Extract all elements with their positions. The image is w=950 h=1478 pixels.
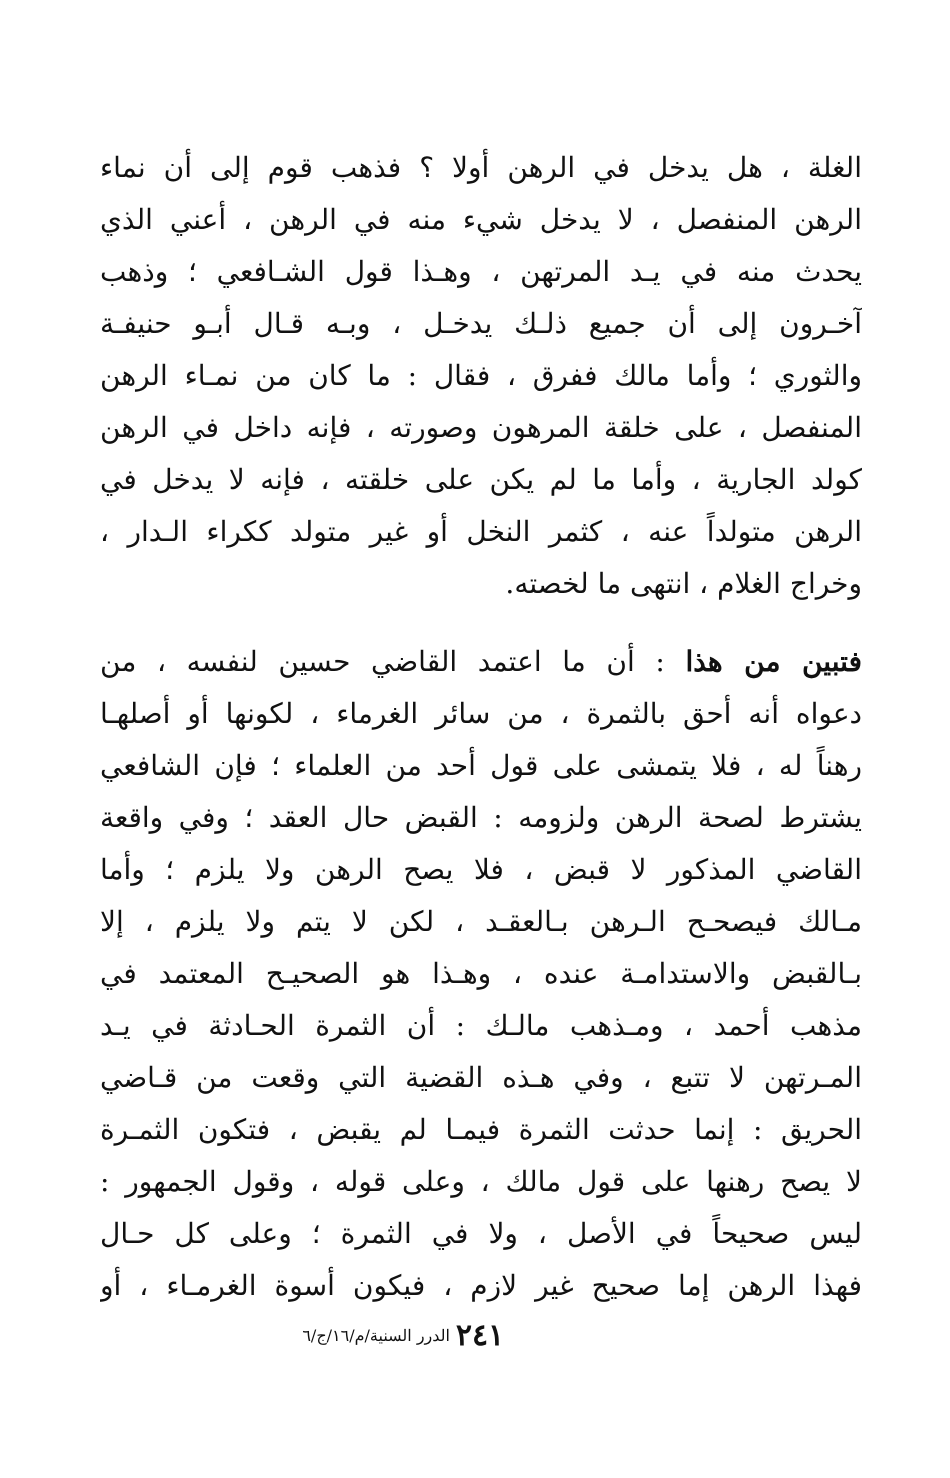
text-line: القاضي المذكور لا قبض ، فلا يصح الرهن ولا يلزم ؛ وأما [100, 853, 862, 886]
text-line: فهذا الرهن إما صحيح غير لازم ، فيكون أسوة الغرمـاء ، أو [100, 1269, 862, 1302]
text-line: مذهب أحمد ، ومـذهب مالـك : أن الثمرة الحـادثة في يـد [100, 1009, 862, 1042]
source-reference: الدرر السنية/م/١٦/ج/٦ [302, 1326, 450, 1345]
page-footer [0, 1318, 950, 1368]
text-line: الغلة ، هل يدخل في الرهن أولا ؟ فذهب قوم إلى أن نماء [100, 151, 862, 184]
text-line: والثوري ؛ وأما مالك ففرق ، فقال : ما كان من نمـاء الرهن [100, 359, 862, 392]
paragraph-2 [100, 636, 862, 1312]
text-line: كولد الجارية ، وأما ما لم يكن على خلقته ، فإنه لا يدخل في [100, 463, 862, 496]
text-line: لا يصح رهنها على قول مالك ، وعلى قوله ، وقول الجمهور : [100, 1165, 862, 1198]
text-line: رهناً له ، فلا يتمشى على قول أحد من العلماء ؛ فإن الشافعي [100, 749, 862, 782]
text-line: الرهن متولداً عنه ، كثمر النخل أو غير متولد ككراء الـدار ، [100, 515, 862, 548]
page-number: ٢٤١ [455, 1318, 505, 1353]
text-line: دعواه أنه أحق بالثمرة ، من سائر الغرماء ، لكونها أو أصلهـا [100, 697, 862, 730]
text-line: ليس صحيحاً في الأصل ، ولا في الثمرة ؛ وعلى كل حـال [100, 1217, 862, 1250]
paragraph-1 [100, 142, 862, 610]
text-line: المنفصل ، على خلقة المرهون وصورته ، فإنه داخل في الرهن [100, 411, 862, 444]
text-line: المـرتهن لا تتبع ، وفي هـذه القضية التي وقعت من قـاضي [100, 1061, 862, 1094]
lead-phrase: فتبين من هذا [685, 645, 862, 678]
text-line: يحدث منه في يـد المرتهن ، وهـذا قول الشـافعي ؛ وذهب [100, 255, 862, 288]
text-line-first [100, 636, 862, 688]
text-line: مـالك فيصحـح الـرهن بـالعقـد ، لكن لا يتم ولا يلزم ، إلا [100, 905, 862, 938]
text-line: وخراج الغلام ، انتهى ما لخصته. [505, 567, 862, 600]
text-line: يشترط لصحة الرهن ولزومه : القبض حال العقد ؛ وفي واقعة [100, 801, 862, 834]
text-line: آخـرون إلى أن جميع ذلـك يدخـل ، وبـه قـال أبـو حنيفـة [100, 307, 862, 340]
first-line-rest: : أن ما اعتمد القاضي حسين لنفسه ، من [100, 645, 686, 678]
text-line: الرهن المنفصل ، لا يدخل شيء منه في الرهن ، أعني الذي [100, 203, 862, 236]
text-line: الحريق : إنما حدثت الثمرة فيمـا لم يقبض ، فتكون الثمـرة [100, 1113, 862, 1146]
text-line: بـالقبض والاستدامـة عنده ، وهـذا هو الصحيـح المعتمد في [100, 957, 862, 990]
